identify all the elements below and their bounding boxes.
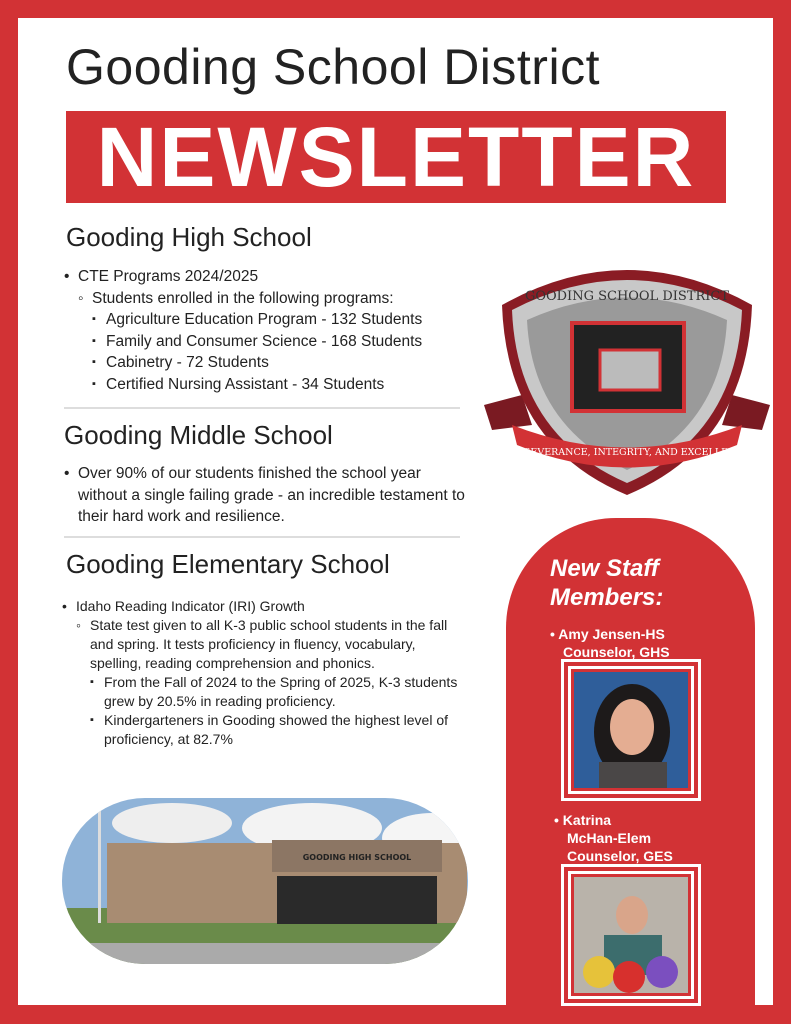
staff-name: McHan-Elem <box>567 830 652 846</box>
middle-school-list <box>64 463 474 528</box>
katrina-mchan-photo <box>574 877 688 993</box>
list-item: ◦ State test given to all K-3 public school students in the fall and spring. It tests proficiency in fluency, vocabulary, spelling, reading comprehension and phonics. <box>62 616 462 673</box>
staff-name: • Amy Jensen-HS <box>550 626 665 642</box>
elementary-list <box>62 597 462 749</box>
staff-photo-frame <box>561 659 701 801</box>
district-logo <box>482 255 772 500</box>
list-item: • Idaho Reading Indicator (IRI) Growth <box>62 597 462 616</box>
high-school-building-photo <box>62 798 468 964</box>
district-title: Gooding School District <box>66 39 600 95</box>
staff-role: Counselor, GES <box>567 848 673 864</box>
list-item: ▪ Cabinetry - 72 Students <box>64 352 484 374</box>
staff-heading-line: Members: <box>550 584 664 611</box>
logo-top-text: GOODING SCHOOL DISTRICT <box>524 289 730 304</box>
list-item: ▪ Agriculture Education Program - 132 Students <box>64 309 484 331</box>
staff-heading-line: New Staff <box>550 555 659 582</box>
list-item: ◦ Students enrolled in the following programs: <box>64 288 484 310</box>
list-item: • CTE Programs 2024/2025 <box>64 266 484 288</box>
list-item: ▪ Certified Nursing Assistant - 34 Students <box>64 374 484 396</box>
divider <box>64 407 460 409</box>
list-item: ▪ Family and Consumer Science - 168 Students <box>64 331 484 353</box>
staff-name: • Katrina <box>554 812 612 828</box>
amy-jensen-photo <box>574 672 688 788</box>
staff-heading <box>550 554 663 612</box>
list-item: • Over 90% of our students finished the school year without a single failing grade - an incredible testament to their hard work and resilience. <box>64 463 474 528</box>
building-sign: GOODING HIGH SCHOOL <box>302 853 412 862</box>
high-school-list <box>64 266 484 395</box>
list-item: ▪ From the Fall of 2024 to the Spring of 2025, K-3 students grew by 20.5% in reading proficiency. <box>62 673 462 711</box>
middle-school-heading: Gooding Middle School <box>64 420 333 450</box>
divider <box>64 536 460 538</box>
list-item: ▪ Kindergarteners in Gooding showed the highest level of proficiency, at 82.7% <box>62 711 462 749</box>
staff-member-katrina <box>554 811 673 865</box>
staff-member-amy <box>550 625 670 661</box>
staff-photo-frame <box>561 864 701 1006</box>
new-staff-panel <box>506 518 755 1006</box>
elementary-heading: Gooding Elementary School <box>66 549 390 579</box>
logo-ribbon-text: PERSEVERANCE, INTEGRITY, AND EXCELLENCE <box>503 447 751 458</box>
high-school-heading: Gooding High School <box>66 222 312 252</box>
newsletter-banner: NEWSLETTER <box>66 111 726 203</box>
staff-role: Counselor, GHS <box>563 644 670 660</box>
